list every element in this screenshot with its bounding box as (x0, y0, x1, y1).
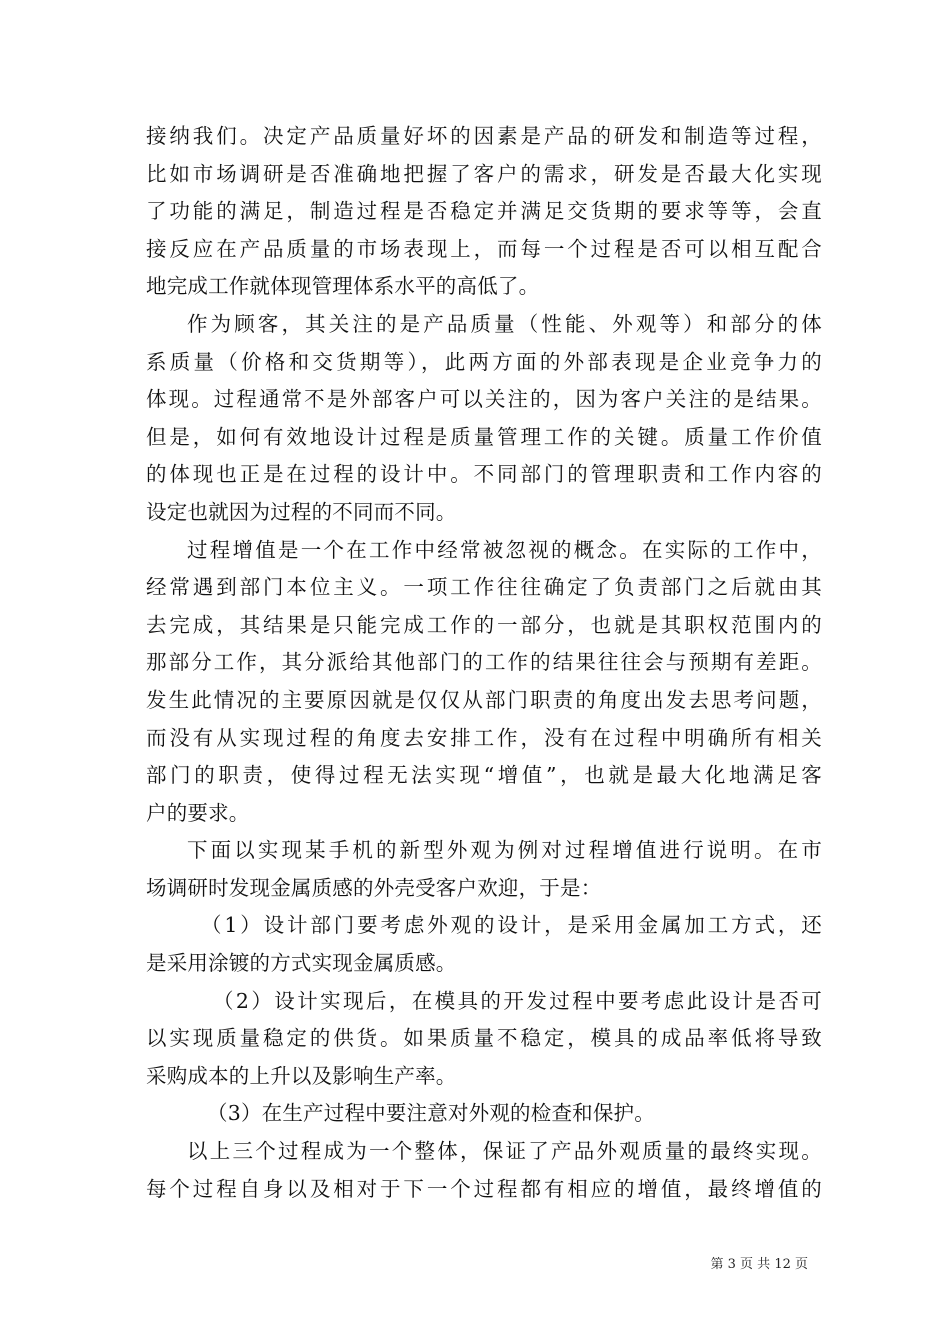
text-line: 户的要求。 (146, 800, 250, 825)
text-line: 了功能的满足，制造过程是否稳定并满足交货期的要求等等，会直 (146, 199, 822, 224)
text-line: 采购成本的上升以及影响生产率。 (146, 1063, 457, 1088)
text-line: 比如市场调研是否准确地把握了客户的需求，研发是否最大化实现 (146, 161, 822, 186)
list-item-line: （3）在生产过程中要注意对外观的检查和保护。 (207, 1101, 655, 1126)
paragraph-start-line: 作为顾客，其关注的是产品质量（性能、外观等）和部分的体 (187, 311, 822, 336)
paragraph-start-line: 过程增值是一个在工作中经常被忽视的概念。在实际的工作中， (187, 537, 822, 562)
text-line: 那部分工作，其分派给其他部门的工作的结果往往会与预期有差距。 (146, 650, 822, 675)
text-line: 是采用涂镀的方式实现金属质感。 (146, 951, 457, 976)
text-line: 接反应在产品质量的市场表现上，而每一个过程是否可以相互配合 (146, 236, 822, 261)
text-line: 以实现质量稳定的供货。如果质量不稳定，模具的成品率低将导致 (146, 1026, 822, 1051)
text-line: 经常遇到部门本位主义。一项工作往往确定了负责部门之后就由其 (146, 575, 822, 600)
text-line: 而没有从实现过程的角度去安排工作，没有在过程中明确所有相关 (146, 725, 822, 750)
paragraph-start-line: 下面以实现某手机的新型外观为例对过程增值进行说明。在市 (187, 838, 822, 863)
paragraph-start-line: 以上三个过程成为一个整体，保证了产品外观质量的最终实现。 (187, 1139, 822, 1164)
text-line: 每个过程自身以及相对于下一个过程都有相应的增值，最终增值的 (146, 1176, 822, 1201)
text-line: 发生此情况的主要原因就是仅仅从部门职责的角度出发去思考问题， (146, 687, 822, 712)
text-line: 场调研时发现金属质感的外壳受客户欢迎，于是： (146, 875, 602, 900)
text-line: 接纳我们。决定产品质量好坏的因素是产品的研发和制造等过程， (146, 124, 822, 148)
page-number-footer: 第 3 页 共 12 页 (710, 1257, 808, 1272)
text-line: 去完成，其结果是只能完成工作的一部分，也就是其职权范围内的 (146, 612, 822, 637)
text-line: 系质量（价格和交货期等），此两方面的外部表现是企业竞争力的 (146, 349, 822, 374)
list-item-line: （1）设计部门要考虑外观的设计，是采用金属加工方式，还 (201, 913, 822, 938)
text-line: 地完成工作就体现管理体系水平的高低了。 (146, 274, 540, 299)
text-line: 设定也就因为过程的不同而不同。 (146, 499, 457, 524)
text-line: 体现。过程通常不是外部客户可以关注的，因为客户关注的是结果。 (146, 387, 822, 412)
text-line: 的体现也正是在过程的设计中。不同部门的管理职责和工作内容的 (146, 462, 822, 487)
document-body (146, 118, 822, 1208)
text-line: 部门的职责，使得过程无法实现“增值”，也就是最大化地满足客 (146, 763, 822, 788)
list-item-line: （2）设计实现后，在模具的开发过程中要考虑此设计是否可 (213, 988, 822, 1013)
text-line: 但是，如何有效地设计过程是质量管理工作的关键。质量工作价值 (146, 424, 822, 449)
